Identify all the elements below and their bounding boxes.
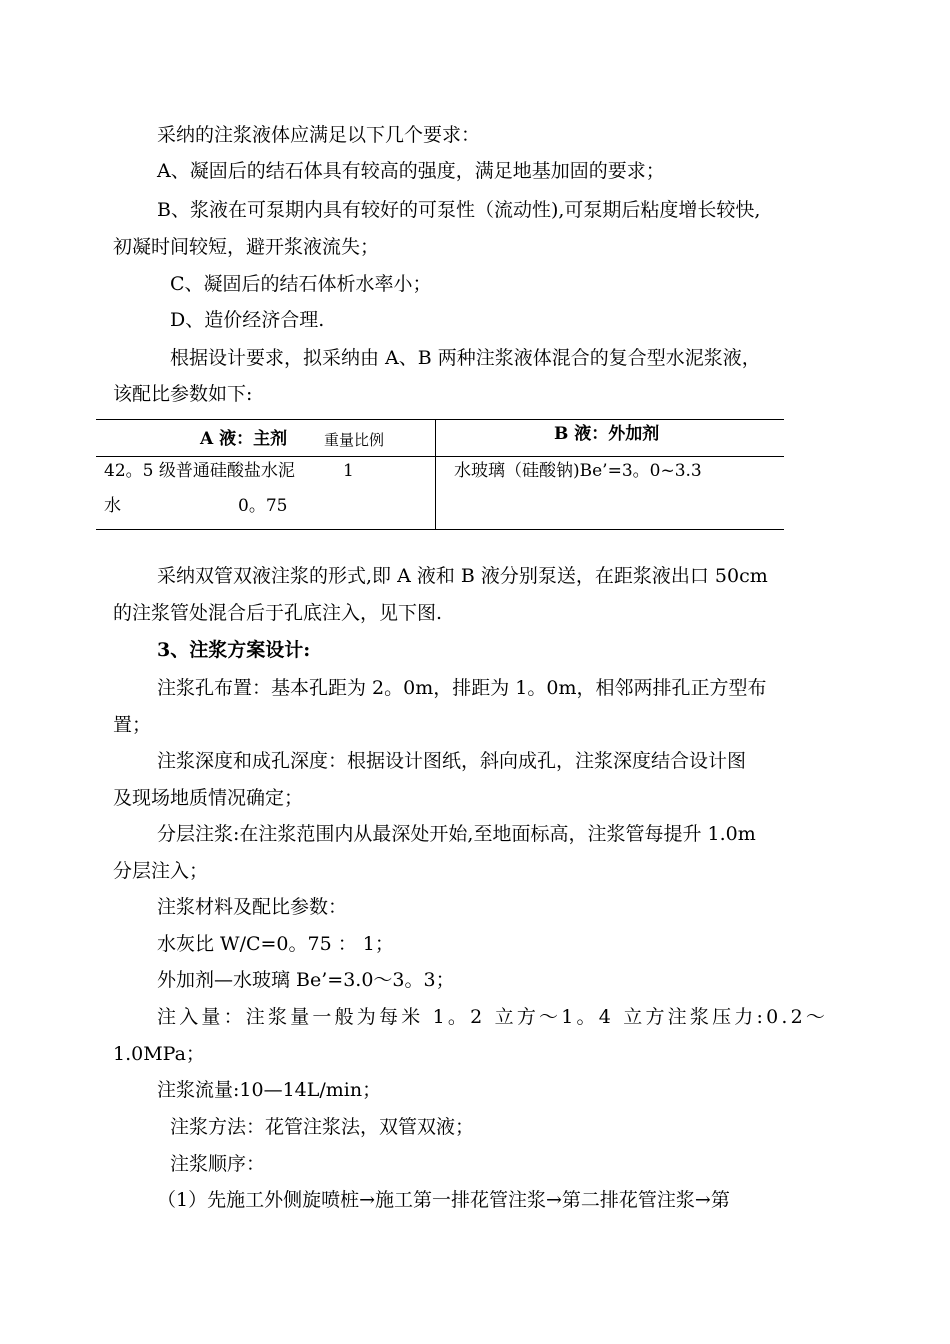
requirement-b-line1: B、浆液在可泵期内具有较好的可泵性（流动性),可泵期后粘度增长较快, [157, 199, 761, 221]
table-cell-b-material: 水玻璃（硅酸钠)Be’=3。0~3.3 [454, 461, 702, 481]
double-tube-line1: 采纳双管双液注浆的形式,即 A 液和 B 液分别泵送，在距浆液出口 50cm [157, 565, 768, 587]
grouting-depth-line1: 注浆深度和成孔深度：根据设计图纸，斜向成孔，注浆深度结合设计图 [157, 750, 747, 772]
double-tube-line2: 的注浆管处混合后于孔底注入，见下图. [113, 602, 443, 624]
hole-layout-line1: 注浆孔布置：基本孔距为 2。0m，排距为 1。0m，相邻两排孔正方型布 [157, 677, 767, 699]
section-heading-grouting-design: 3、注浆方案设计: [157, 639, 311, 661]
mix-design-line2: 该配比参数如下: [113, 383, 253, 405]
grouting-sequence-step-1: （1）先施工外侧旋喷桩→施工第一排花管注浆→第二排花管注浆→第 [157, 1189, 730, 1211]
grouting-sequence-heading: 注浆顺序： [170, 1153, 266, 1175]
table-cell-a-material-line1: 42。5 级普通硅酸盐水泥 [104, 461, 295, 481]
requirement-b-line2: 初凝时间较短，避开浆液流失； [113, 236, 380, 258]
grouting-method: 注浆方法：花管注浆法，双管双液； [170, 1116, 475, 1138]
table-cell-a-material-line2: 水 [104, 496, 121, 516]
table-header-weight-ratio: 重量比例 [324, 431, 385, 449]
materials-heading: 注浆材料及配比参数： [157, 896, 348, 918]
paragraph-intro: 采纳的注浆液体应满足以下几个要求： [157, 124, 481, 146]
injection-volume-line1: 注入量：注浆量一般为每米 1。2 立方～1。4 立方注浆压力:0.2～ [157, 1006, 829, 1028]
mix-design-line1: 根据设计要求，拟采纳由 A、B 两种注浆液体混合的复合型水泥浆液， [170, 347, 761, 369]
table-column-divider [435, 420, 436, 529]
table-header-divider [96, 456, 784, 457]
table-cell-ratio-water: 0。75 [238, 496, 288, 516]
requirement-a: A、凝固后的结石体具有较高的强度，满足地基加固的要求； [157, 160, 665, 182]
grouting-flow-rate: 注浆流量:10—14L/min； [157, 1079, 382, 1101]
requirement-c: C、凝固后的结石体析水率小； [170, 273, 432, 295]
requirement-d: D、造价经济合理. [170, 309, 325, 331]
mix-ratio-table [96, 419, 784, 530]
injection-volume-line2: 1.0MPa； [113, 1043, 205, 1065]
water-cement-ratio: 水灰比 W/C=0。75 ： 1； [157, 933, 394, 955]
layered-grouting-line1: 分层注浆:在注浆范围内从最深处开始,至地面标高，注浆管每提升 1.0m [157, 823, 756, 845]
hole-layout-line2: 置； [113, 714, 152, 736]
table-header-b-liquid: B 液：外加剂 [554, 424, 660, 444]
layered-grouting-line2: 分层注入； [113, 860, 209, 882]
additive-water-glass: 外加剂—水玻璃 Be’=3.0～3。3； [157, 969, 455, 991]
table-header-a-liquid: A 液：主剂 [200, 429, 288, 449]
grouting-depth-line2: 及现场地质情况确定； [113, 787, 304, 809]
table-cell-ratio-cement: 1 [343, 461, 354, 481]
